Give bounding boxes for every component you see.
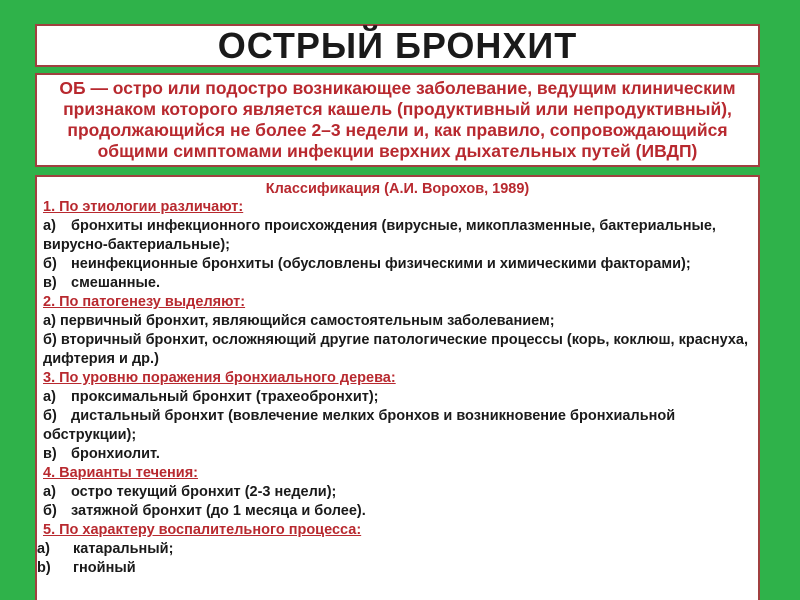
item-mark: в) — [43, 275, 57, 291]
list-item — [43, 331, 748, 369]
title-box — [35, 24, 760, 67]
item-text: проксимальный бронхит (трахеобронхит); — [71, 389, 379, 405]
classification-title: Классификация (А.И. Ворохов, 1989) — [265, 181, 530, 197]
item-mark: б) — [43, 256, 57, 272]
list-item — [37, 559, 748, 578]
item-text: смешанные. — [71, 275, 160, 291]
item-text: бронхиты инфекционного происхождения (вирусные, микоплазменные, бактериальные, вирусно-бактериальные); — [43, 218, 716, 253]
item-mark: б) — [43, 408, 57, 424]
item-text: вторичный бронхит, осложняющий другие патологические процессы (корь, коклюш, краснуха, дифтерия и др.) — [43, 332, 748, 367]
classification-box — [35, 175, 760, 600]
item-mark: а) — [43, 218, 56, 234]
item-text: остро текущий бронхит (2-3 недели); — [71, 484, 337, 500]
item-mark: а) — [43, 389, 56, 405]
section-heading-level: 3. По уровню поражения бронхиального дерева: — [43, 370, 396, 386]
section-heading-etiology: 1. По этиологии различают: — [43, 199, 244, 215]
section-heading-inflammation: 5. По характеру воспалительного процесса: — [43, 522, 362, 538]
list-item — [43, 312, 748, 331]
list-item — [37, 540, 748, 559]
item-mark: б) — [43, 503, 57, 519]
list-item — [43, 217, 748, 255]
item-text: первичный бронхит, являющийся самостоятельным заболеванием; — [59, 313, 555, 329]
section-heading-pathogenesis: 2. По патогенезу выделяют: — [43, 294, 246, 310]
item-text: неинфекционные бронхиты (обусловлены физическими и химическими факторами); — [71, 256, 691, 272]
item-text: бронхиолит. — [71, 446, 160, 462]
definition-text: ОБ — остро или подостро возникающее заболевание, ведущим клиническим признаком которого является кашель (продуктивный или непродуктивный), продолжающийся не более 2–3 недели и, как правило, сопровождающийся общими симптомами инфекции верхних дыхательных путей (ИВДП) — [59, 78, 736, 161]
item-mark: a) — [37, 541, 50, 557]
section-heading-course: 4. Варианты течения: — [43, 465, 199, 481]
slide-title: ОСТРЫЙ БРОНХИТ — [217, 24, 578, 66]
item-mark: а) — [43, 484, 56, 500]
list-item — [43, 274, 748, 293]
item-mark: в) — [43, 446, 57, 462]
list-item — [43, 483, 748, 502]
list-item — [43, 445, 748, 464]
item-text: гнойный — [73, 560, 136, 576]
definition-box — [35, 73, 760, 167]
item-text: катаральный; — [73, 541, 174, 557]
item-mark: а) — [43, 313, 56, 329]
list-item — [43, 502, 748, 521]
list-item — [43, 388, 748, 407]
list-item — [43, 255, 748, 274]
list-item — [43, 407, 748, 445]
item-text: дистальный бронхит (вовлечение мелких бронхов и возникновение бронхиальной обструкции); — [43, 408, 676, 443]
item-mark: b) — [37, 560, 51, 576]
item-mark: б) — [43, 332, 57, 348]
item-text: затяжной бронхит (до 1 месяца и более). — [71, 503, 366, 519]
